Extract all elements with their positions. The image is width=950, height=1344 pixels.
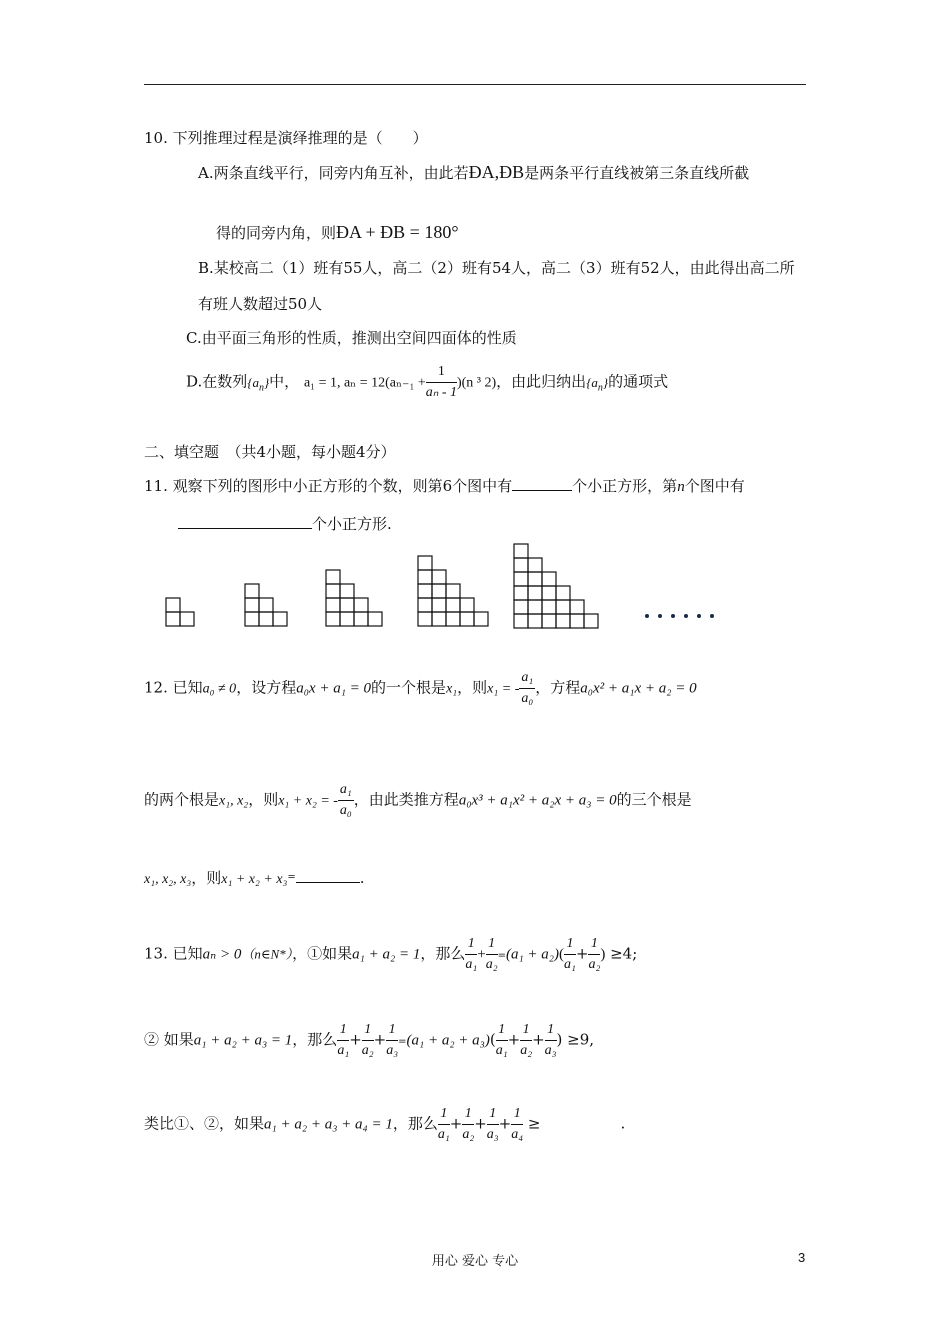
q10-option-a-line1: A.两条直线平行，同旁内角互补，由此若ÐA,ÐB是两条平行直线被第三条直线所截: [198, 162, 750, 182]
staircase-figures: [150, 536, 730, 636]
figure-5: [514, 544, 598, 628]
page-number: 3: [798, 1250, 806, 1265]
ellipsis-dot: [710, 614, 714, 618]
q12-line3: x₁, x₂, x₃，则x₁ + x₂ + x₃= .: [144, 869, 365, 887]
ellipsis-dot: [697, 614, 701, 618]
q10-option-a-line2: 得的同旁内角，则ÐA + ÐB = 180°: [216, 222, 459, 242]
figure-1: [166, 598, 194, 626]
footer-motto: 用心 爱心 专心: [431, 1254, 519, 1269]
q13-line3: 类比①、②，如果a₁ + a₂ + a₃ + a₄ = 1，那么 $\frac{1}{\text{a₁}}$ + $\frac{1}{\text{a₂}}$ + $\frac{1}{\text{a₃}}$ + $\frac{1}{\text{a₄}}$ ≥ .: [144, 1106, 626, 1142]
ellipsis-dot: [671, 614, 675, 618]
q10-option-d: D.在数列$\{a_n\}$中， a₁ = 1, aₙ = 12(aₙ₋₁ + $\frac{1}{\text{aₙ - 1}}$ )(n ³ 2)，由此归纳出$\{a_n\}$的通项式: [186, 364, 669, 400]
figure-3: [326, 570, 382, 626]
q13-line2: ② 如果a₁ + a₂ + a₃ = 1，那么 $\frac{1}{\text{a₁}}$ + $\frac{1}{\text{a₂}}$ + $\frac{1}{\text{a₃}}$ =(a₁ + a₂ + a₃)( $\frac{1}{\text{a₁}}$ + $\frac{1}{\text{a₂}}$ + $\frac{1}{\text{a₃}}$ ) ≥9,: [144, 1022, 595, 1058]
q10-option-c: C.由平面三角形的性质，推测出空间四面体的性质: [186, 329, 517, 347]
q10-stem: 10. 下列推理过程是演绎推理的是（ ）: [144, 129, 428, 147]
section-title-fill-in: 二、填空题 （共4小题，每小题4分）: [144, 443, 396, 461]
figure-2: [245, 584, 287, 626]
q10-option-b-line1: B.某校高二（1）班有55人，高二（2）班有54人，高二（3）班有52人，由此得出高二所: [198, 259, 795, 277]
q11-line2: 个小正方形.: [178, 514, 392, 534]
q12-line1: 12. 已知a₀ ≠ 0，设方程a₀x + a₁ = 0的一个根是x₁，则x₁ = - $\frac{\text{a₁}}{\text{a₀}}$ ，方程a₀x² + a₁x + a₂ = 0: [144, 670, 697, 706]
q11-line1: 11. 观察下列的图形中小正方形的个数，则第6个图中有 个小正方形，第n个图中有: [144, 477, 745, 495]
q11-blank-1[interactable]: [512, 490, 572, 491]
header-rule: [144, 84, 806, 85]
ellipsis-dot: [658, 614, 662, 618]
ellipsis-dot: [645, 614, 649, 618]
q10-option-b-line2: 有班人数超过50人: [198, 295, 323, 313]
q11-blank-2[interactable]: [178, 528, 312, 529]
q12-line2: 的两个根是x₁, x₂，则x₁ + x₂ = - $\frac{\text{a₁}}{\text{a₀}}$ ，由此类推方程a₀x³ + a₁x² + a₂x + a₃ = 0的三个根是: [144, 782, 692, 818]
figure-4: [418, 556, 488, 626]
q12-blank[interactable]: [296, 882, 360, 883]
ellipsis-dot: [684, 614, 688, 618]
q13-line1: 13. 已知aₙ > 0（n∈N*），①如果a₁ + a₂ = 1，那么 $\frac{1}{\text{a₁}}$ + $\frac{1}{\text{a₂}}$ =(a₁ + a₂)( $\frac{1}{\text{a₁}}$ + $\frac{1}{\text{a₂}}$ ) ≥4;: [144, 936, 638, 972]
